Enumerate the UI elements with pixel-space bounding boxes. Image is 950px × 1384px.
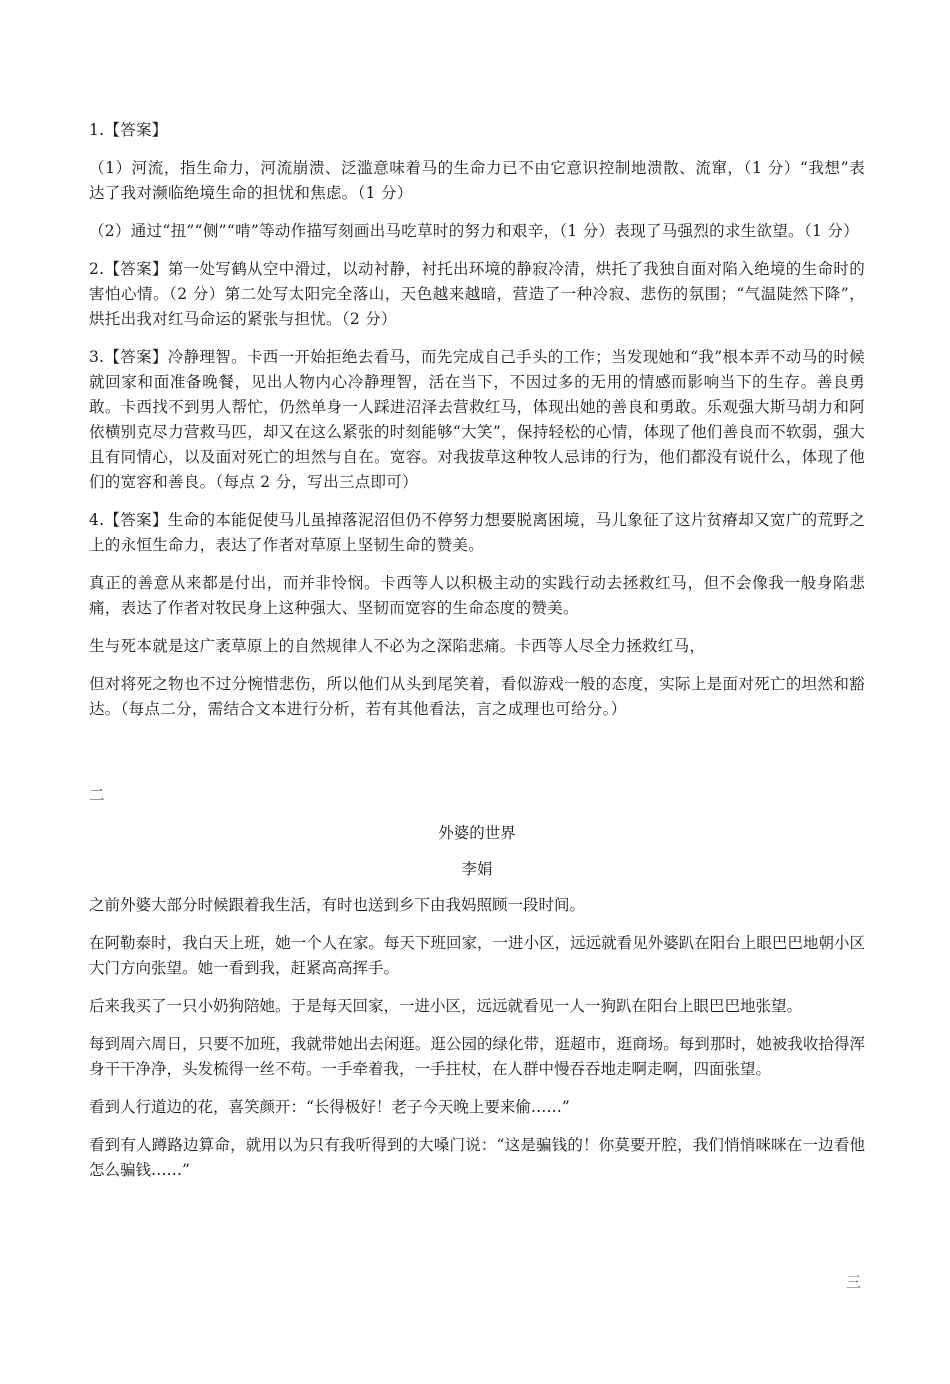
story-paragraph: 每到周六周日，只要不加班，我就带她出去闲逛。逛公园的绿化带，逛超市，逛商场。每到那时，她被我收拾得浑身干干净净，头发梳得一丝不苟。一手牵着我，一手拄杖，在人群中慢吞吞地走啊走啊，四面张望。 [89, 1035, 865, 1078]
answer-1-heading: 1.【答案】 [89, 121, 168, 139]
answer-3: 3.【答案】冷静理智。卡西一开始拒绝去看马，而先完成自己手头的工作；当发现她和“我”根本弄不动马的时候就回家和面准备晚餐，见出人物内心冷静理智，活在当下，不因过多的无用的情感而影响当下的生存。善良勇敢。卡西找不到男人帮忙，仍然单身一人踩进沼泽去营救红马，体现出她的善良和勇敢。乐观强大斯马胡力和阿依横别克尽力营救马匹，却又在这么紧张的时刻能够“大笑”，保持轻松的心情，体现了他们善良而不软弱，强大且有同情心，以及面对死亡的坦然与自在。宽容。对我拔草这种牧人忌讳的行为，他们都没有说什么，体现了他们的宽容和善良。（每点 2 分，写出三点即可） [89, 348, 865, 491]
answer-4-point-3: 生与死本就是这广袤草原上的自然规律人不必为之深陷悲痛。卡西等人尽全力拯救红马， [89, 637, 706, 655]
page-number: 三 [845, 1273, 861, 1291]
story-paragraph: 后来我买了一只小奶狗陪她。于是每天回家，一进小区，远远就看见一人一狗趴在阳台上眼巴巴地张望。 [89, 997, 803, 1015]
story-paragraph: 之前外婆大部分时候跟着我生活，有时也送到乡下由我妈照顾一段时间。 [89, 896, 586, 914]
section-spacer [89, 735, 865, 783]
answer-4-point-2: 真正的善意从来都是付出，而并非怜悯。卡西等人以积极主动的实践行动去拯救红马，但不会像我一般身陷悲痛，表达了作者对牧民身上这种强大、坚韧而宽容的生命态度的赞美。 [89, 574, 865, 617]
answer-4-point-3-cont: 但对将死之物也不过分惋惜悲伤，所以他们从头到尾笑着，看似游戏一般的态度，实际上是面对死亡的坦然和豁达。（每点二分，需结合文本进行分析，若有其他看法，言之成理也可给分。） [89, 675, 865, 718]
answer-4: 4.【答案】生命的本能促使马儿虽掉落泥沼但仍不停努力想要脱离困境，马儿象征了这片贫瘠却又宽广的荒野之上的永恒生命力，表达了作者对草原上坚韧生命的赞美。 [89, 511, 865, 554]
answer-2: 2.【答案】第一处写鹤从空中滑过，以动衬静，衬托出环境的静寂冷清，烘托了我独自面对陷入绝境的生命时的害怕心情。（2 分）第二处写太阳完全落山，天色越来越暗，营造了一种冷寂、悲伤的氛围；“气温陡然下降”，烘托出我对红马命运的紧张与担忧。（2 分） [89, 260, 865, 328]
story-body [89, 893, 865, 1183]
story-paragraph: 看到人行道边的花，喜笑颜开：“长得极好！老子今天晚上要来偷……” [89, 1098, 570, 1116]
story-paragraph: 在阿勒泰时，我白天上班，她一个人在家。每天下班回家，一进小区，远远就看见外婆趴在阳台上眼巴巴地朝小区大门方向张望。她一看到我，赶紧高高挥手。 [89, 934, 865, 977]
story-title: 外婆的世界 [438, 824, 516, 842]
answer-1-part-1: （1）河流，指生命力，河流崩溃、泛滥意味着马的生命力已不由它意识控制地溃散、流窜，（1 分）“我想”表达了我对濒临绝境生命的担忧和焦虑。（1 分） [89, 159, 865, 202]
story-paragraph: 看到有人蹲路边算命，就用以为只有我听得到的大嗓门说：“这是骗钱的！你莫要开腔，我们悄悄咪咪在一边看他怎么骗钱……” [89, 1136, 865, 1179]
document-page [89, 118, 865, 1196]
story-author: 李娟 [461, 860, 493, 878]
section-number: 二 [89, 786, 105, 804]
answer-1-part-2: （2）通过“扭”“侧”“啃”等动作描写刻画出马吃草时的努力和艰辛，（1 分）表现了马强烈的求生欲望。（1 分） [89, 222, 859, 240]
